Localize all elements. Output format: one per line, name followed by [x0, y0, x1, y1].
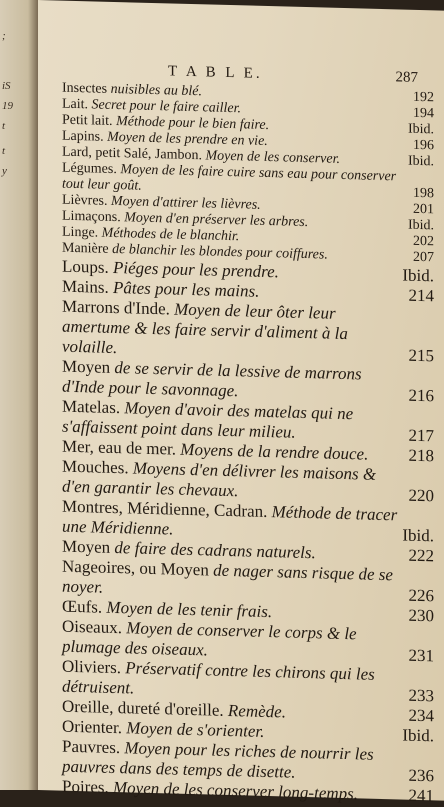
entry-description: nuisibles au blé.	[110, 81, 202, 100]
entry-page-number: 202	[413, 233, 434, 250]
entry-description: de faire des cadrans naturels.	[114, 538, 316, 563]
entry-heading: Mer, eau de mer.	[62, 436, 177, 459]
entry-heading: Linge.	[62, 224, 99, 241]
entry-heading: Moyen	[62, 356, 111, 377]
margin-fragment: t	[2, 145, 6, 157]
entry-heading: Insectes	[62, 80, 108, 97]
entry-description: Piéges pour les prendre.	[113, 257, 279, 282]
entry-description: de se servir de la lessive de marrons d'Inde pour le savonnage.	[62, 358, 362, 401]
entry-heading: Poires.	[62, 776, 109, 797]
entry-description: Moyens de la rendre douce.	[180, 439, 369, 464]
entry-page-number: 216	[408, 385, 434, 406]
entry-heading: Manière	[62, 240, 109, 257]
margin-fragment: iS	[2, 80, 11, 92]
entry-page-number: Ibid.	[402, 725, 434, 746]
page-number: 287	[395, 69, 418, 86]
entry-heading: Limaçons.	[62, 208, 121, 226]
entry-description: Moyen de les faire cuire sans eau pour conserver tout leur goût.	[62, 162, 397, 194]
entry-page-number: 207	[413, 249, 434, 266]
entry-heading: Pauvres.	[62, 736, 121, 758]
entry-heading: Petit lait.	[62, 112, 113, 129]
entry-description: Moyen d'avoir des matelas qui ne s'affaissent point dans leur milieu.	[62, 398, 354, 442]
entry-page-number: 196	[413, 137, 434, 154]
entry-description: Moyen d'attirer les lièvres.	[110, 193, 261, 213]
entry-description: Méthode de tracer une Méridienne.	[62, 502, 398, 539]
entry-page-number: 217	[408, 425, 434, 446]
entry-page-number: 218	[408, 445, 434, 466]
margin-fragment: 19	[2, 100, 13, 112]
entry-description: Pâtes pour les mains.	[113, 277, 260, 301]
entry-heading: Moyen	[62, 536, 111, 557]
margin-fragment: ;	[2, 30, 6, 42]
entry-heading: Montres, Méridienne, Cadran.	[62, 496, 268, 522]
entry-page-number: 215	[408, 345, 434, 366]
entry-page-number: 231	[408, 645, 434, 666]
entry-description: Moyen de les tenir frais.	[106, 597, 273, 622]
entry-description: Méthodes de le blanchir.	[101, 225, 240, 245]
entry-heading: Oreille, dureté d'oreille.	[62, 696, 224, 720]
entry-page-number: 241	[408, 785, 434, 806]
entry-heading: Lapins.	[62, 128, 104, 145]
entry-description: Moyen de les conserver long-temps.	[113, 777, 359, 804]
entry-heading: Lièvres.	[62, 192, 108, 209]
entry-heading: Nageoires, ou Moyen	[62, 556, 209, 580]
entry-description: Moyen de leur ôter leur amertume & les faire servir d'aliment à la volaille.	[62, 299, 348, 358]
entry-page-number: 198	[413, 185, 434, 202]
margin-fragment: y	[2, 165, 7, 177]
entry-description: Moyens d'en délivrer les maisons & d'en garantir les chevaux.	[62, 458, 377, 501]
entry-heading: Œufs.	[62, 596, 103, 617]
entry-description: Préservatif contre les chirons qui les détruisent.	[62, 658, 375, 698]
entry-description: Moyen de s'orienter.	[126, 718, 265, 741]
entry-description: Remède.	[227, 700, 286, 722]
index-entries	[62, 81, 438, 807]
entry-page-number: 194	[413, 105, 434, 122]
entry-description: Moyen pour les riches de nourrir les pauvres dans des temps de disette.	[62, 738, 374, 782]
entry-page-number: 222	[408, 545, 434, 566]
entry-page-number: Ibid.	[402, 525, 434, 546]
entry-description: Moyen de conserver le corps & le plumage des oiseaux.	[62, 618, 357, 660]
entry-page-number: 236	[408, 765, 434, 786]
entry-description: Moyen de les conserver.	[205, 148, 340, 167]
entry-heading: Légumes.	[62, 160, 117, 178]
entry-page-number: 201	[413, 201, 434, 218]
entry-heading: Matelas.	[62, 396, 121, 418]
entry-page-number: 192	[413, 89, 434, 106]
entry-heading: Mains.	[62, 276, 109, 297]
header-title: T A B L E.	[168, 63, 263, 82]
entry-page-number: 214	[408, 285, 434, 306]
entry-heading: Oliviers.	[62, 656, 122, 678]
entry-page-number: 233	[408, 685, 434, 706]
entry-description: Moyen de les prendre en vie.	[107, 129, 268, 150]
entry-heading: Marrons d'Inde.	[62, 296, 170, 319]
entry-description: de nager sans risque de se noyer.	[62, 560, 393, 597]
entry-heading: Mouches.	[62, 456, 129, 478]
entry-heading: Orienter.	[62, 716, 122, 738]
entry-heading: Loups.	[62, 256, 109, 277]
entry-description: Méthode pour le bien faire.	[116, 114, 270, 134]
entry-heading: Lait.	[62, 96, 89, 113]
entry-page-number: Ibid.	[402, 265, 434, 286]
entry-description: de blanchir les blondes pour coiffures.	[112, 241, 328, 263]
adjacent-page-edge	[0, 0, 40, 790]
entry-page-number: Ibid.	[407, 217, 434, 234]
margin-fragment: t	[2, 120, 6, 132]
entry-heading: Lard, petit Salé, Jambon.	[62, 144, 202, 164]
entry-page-number: 220	[408, 485, 434, 506]
entry-description: Secret pour le faire cailler.	[91, 97, 241, 117]
index-entry	[62, 297, 438, 367]
entry-page-number: Ibid.	[407, 121, 434, 138]
entry-page-number: 226	[408, 585, 434, 606]
entry-heading: Oiseaux.	[62, 616, 122, 638]
entry-page-number: 234	[408, 705, 434, 726]
entry-page-number: Ibid.	[407, 153, 434, 170]
entry-page-number: 230	[408, 605, 434, 626]
book-page	[38, 0, 444, 806]
entry-description: Moyen d'en préserver les arbres.	[124, 210, 309, 231]
